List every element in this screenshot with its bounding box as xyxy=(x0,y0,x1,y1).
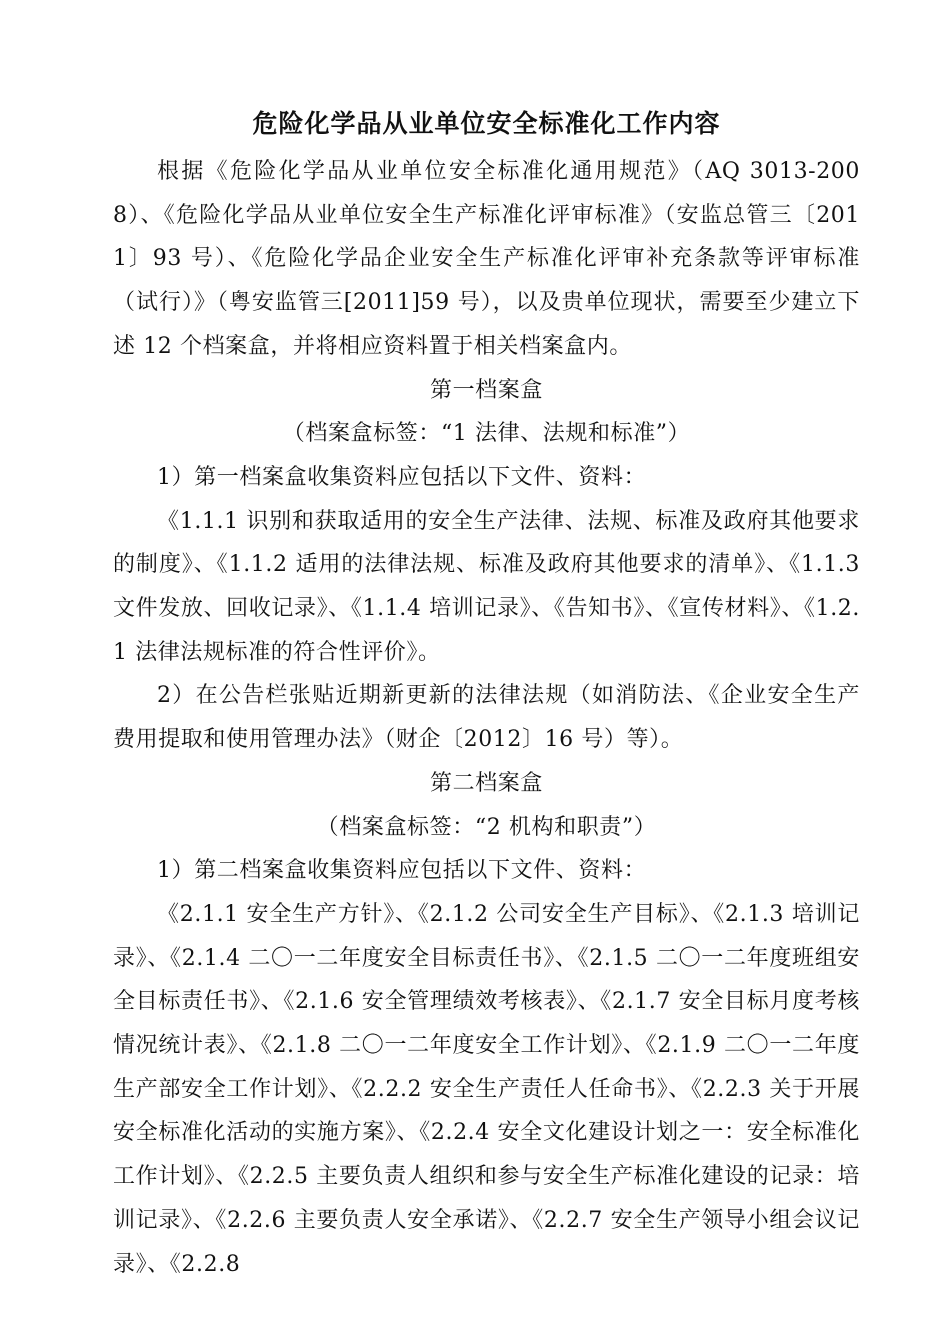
box1-label: （档案盒标签：“1 法律、法规和标准”） xyxy=(282,421,691,447)
document-title: 危险化学品从业单位安全标准化工作内容 xyxy=(252,109,721,138)
box2-item1-intro: 1）第二档案盒收集资料应包括以下文件、资料： xyxy=(157,858,647,884)
box2-heading: 第二档案盒 xyxy=(429,770,543,796)
box1-item2: 2）在公告栏张贴近期新更新的法律法规（如消防法、《企业安全生产费用提取和使用管理办法》（财企〔2012〕16 号）等）。 xyxy=(113,683,860,753)
box1-heading: 第一档案盒 xyxy=(429,377,543,403)
box2-label: （档案盒标签：“2 机构和职责”） xyxy=(316,814,657,840)
box2-item1-list: 《2.1.1 安全生产方针》、《2.1.2 公司安全生产目标》、《2.1.3 培训记录》、《2.1.4 二〇一二年度安全目标责任书》、《2.1.5 二〇一二年度班组安全目标责任书》、《2.1.6 安全管理绩效考核表》、《2.1.7 安全目标月度考核情况统计表》、《2.1.8 二〇一二年度安全工作计划》、《2.1.9 二〇一二年度生产部安全工作计划》、《2.2.2 安全生产责任人任命书》、《2.2.3 关于开展安全标准化活动的实施方案》、《2.2.4 安全文化建设计划之一：安全标准化工作计划》、《2.2.5 主要负责人组织和参与安全生产标准化建设的记录：培训记录》、《2.2.6 主要负责人安全承诺》、《2.2.7 安全生产领导小组会议记录》、《2.2.8 xyxy=(113,901,860,1277)
box1-item1-list: 《1.1.1 识别和获取适用的安全生产法律、法规、标准及政府其他要求的制度》、《1.1.2 适用的法律法规、标准及政府其他要求的清单》、《1.1.3 文件发放、回收记录》、《1.1.4 培训记录》、《告知书》、《宣传材料》、《1.2.1 法律法规标准的符合性评价》。 xyxy=(113,508,860,665)
document-page xyxy=(113,98,860,1286)
intro-paragraph: 根据《危险化学品从业单位安全标准化通用规范》（AQ 3013-2008）、《危险化学品从业单位安全生产标准化评审标准》（安监总管三〔2011〕93 号）、《危险化学品企业安全生产标准化评审补充条款等评审标准（试行）》（粤安监管三[2011]59 号），以及贵单位现状，需要至少建立下述 12 个档案盒，并将相应资料置于相关档案盒内。 xyxy=(113,159,860,359)
box1-item1-intro: 1）第一档案盒收集资料应包括以下文件、资料： xyxy=(157,464,647,490)
